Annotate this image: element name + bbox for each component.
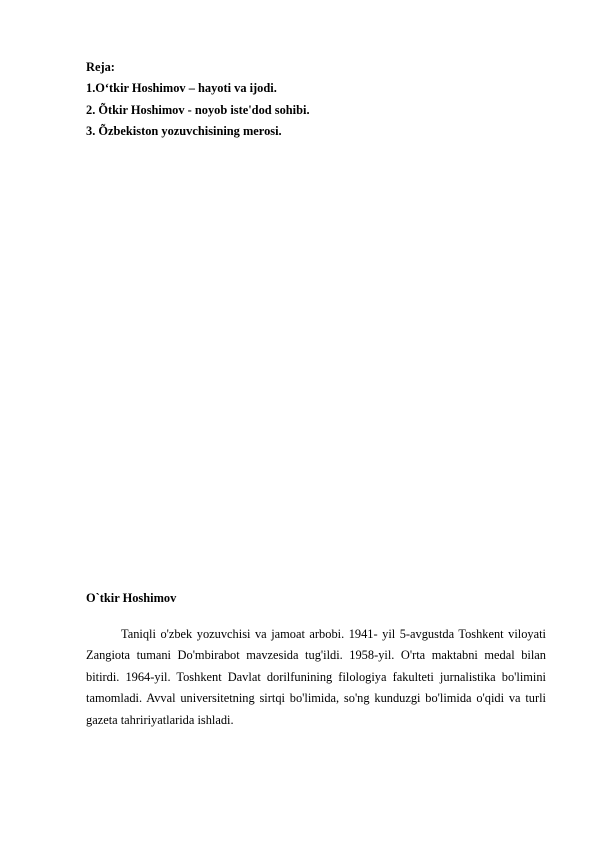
- plan-item-1: 1.O‘tkir Hoshimov – hayoti va ijodi.: [86, 81, 277, 96]
- section-heading: O`tkir Hoshimov: [86, 591, 177, 605]
- plan-item-3: 3. Õzbekiston yozuvchisining merosi.: [86, 123, 282, 138]
- plan-item-2: 2. Õtkir Hoshimov - noyob iste'dod sohibi.: [86, 102, 310, 117]
- plan-block: [86, 57, 546, 142]
- body-paragraph: Taniqli o'zbek yozuvchisi va jamoat arbobi. 1941- yil 5-avgustda Toshkent viloyati Zangiota tumani Do'mbirabot mavzesida tug'ildi. 1958-yil. O'rta maktabni medal bilan bitirdi. 1964-yil. Toshkent Davlat dorilfunining filologiya fakulteti jurnalistika bo'limini tamomladi. Avval universitetning sirtqi bo'limida, so'ng kunduzgi bo'limida o'qidi va turli gazeta tahririyatlarida ishladi.: [86, 627, 546, 727]
- plan-title: Reja:: [86, 60, 115, 74]
